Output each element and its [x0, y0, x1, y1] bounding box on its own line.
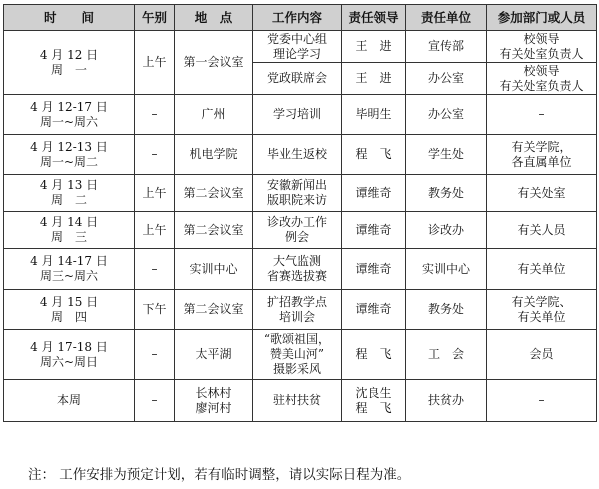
cell-ampm: – — [135, 135, 175, 175]
cell-place — [175, 290, 253, 330]
cell-line: 4 月 15 日 — [39, 294, 99, 309]
cell-line: 第一会议室 — [183, 55, 244, 69]
cell-place — [175, 212, 253, 249]
header-content: 工作内容 — [253, 5, 342, 31]
cell-date — [4, 330, 135, 380]
table-row — [4, 175, 597, 212]
cell-line: 谭维奇 — [355, 302, 392, 316]
cell-content — [253, 380, 342, 422]
cell-line: 王 进 — [355, 71, 392, 85]
cell-date — [4, 175, 135, 212]
cell-line: 有关单位 — [517, 261, 566, 276]
cell-ampm: 下午 — [135, 290, 175, 330]
cell-unit — [406, 249, 487, 290]
cell-unit — [406, 212, 487, 249]
cell-line: 有关处室负责人 — [499, 46, 584, 61]
cell-line: – — [538, 393, 545, 407]
cell-line: 第二会议室 — [183, 302, 244, 316]
cell-ampm: – — [135, 249, 175, 290]
cell-line: 有关单位 — [517, 309, 566, 324]
cell-line: 摄影采风 — [272, 362, 321, 376]
cell-participants — [487, 31, 597, 63]
cell-ampm: – — [135, 330, 175, 380]
cell-ampm: 上午 — [135, 212, 175, 249]
cell-content — [253, 330, 342, 380]
cell-line: 周一~周二 — [39, 154, 99, 169]
cell-leader — [342, 63, 406, 95]
cell-line: 扶贫办 — [427, 393, 464, 407]
cell-line: 有关处室 — [517, 185, 566, 200]
cell-participants — [487, 290, 597, 330]
cell-line: 版职院来访 — [266, 193, 327, 207]
cell-line: 4 月 17-18 日 — [30, 339, 108, 354]
header-row — [4, 5, 597, 31]
cell-content — [253, 249, 342, 290]
cell-line: 周 四 — [50, 309, 87, 324]
cell-line: 会员 — [529, 347, 554, 361]
cell-line: 实训中心 — [189, 261, 238, 276]
cell-content — [253, 290, 342, 330]
cell-line: 4 月 14-17 日 — [30, 254, 108, 268]
cell-leader — [342, 212, 406, 249]
table-row — [4, 330, 597, 380]
cell-line: 周 三 — [50, 230, 87, 244]
cell-line: 例会 — [284, 230, 309, 244]
cell-line: 学生处 — [427, 147, 464, 161]
cell-line: 廖河村 — [195, 400, 232, 415]
cell-line: 太平湖 — [195, 347, 232, 361]
cell-line: 学习培训 — [272, 107, 321, 121]
cell-line: 党委中心组 — [266, 31, 327, 46]
cell-content — [253, 175, 342, 212]
cell-line: 有关处室负责人 — [499, 78, 584, 93]
cell-line: 4 月 12 日 — [39, 47, 99, 62]
cell-place — [175, 135, 253, 175]
table-row — [4, 212, 597, 249]
cell-leader — [342, 330, 406, 380]
cell-line: 周三~周六 — [39, 269, 99, 283]
footnote: 注： 工作安排为预定计划，若有临时调整，请以实际日程为准。 — [28, 467, 411, 483]
header-place: 地 点 — [175, 5, 253, 31]
cell-ampm: – — [135, 380, 175, 422]
table-row — [4, 95, 597, 135]
cell-place — [175, 95, 253, 135]
cell-ampm: 上午 — [135, 175, 175, 212]
table-row — [4, 249, 597, 290]
cell-content — [253, 135, 342, 175]
cell-leader — [342, 175, 406, 212]
cell-line: 办公室 — [427, 71, 464, 85]
cell-leader — [342, 135, 406, 175]
cell-line: 省赛选拔赛 — [266, 269, 327, 283]
cell-line: 广州 — [201, 107, 226, 121]
cell-line: 办公室 — [427, 107, 464, 121]
cell-line: 4 月 12-17 日 — [30, 99, 108, 114]
table-row — [4, 290, 597, 330]
cell-place — [175, 330, 253, 380]
cell-line: 有关学院， — [511, 139, 572, 154]
cell-line: – — [538, 107, 545, 121]
cell-line: 毕明生 — [355, 107, 392, 121]
cell-participants — [487, 95, 597, 135]
cell-line: 周一~周六 — [39, 114, 99, 129]
cell-line: “歌颂祖国， — [263, 332, 331, 346]
cell-line: 周 一 — [50, 62, 87, 77]
cell-line: 理论学习 — [272, 46, 321, 61]
table-body — [4, 31, 597, 422]
cell-place — [175, 175, 253, 212]
cell-unit — [406, 95, 487, 135]
cell-leader — [342, 249, 406, 290]
cell-line: 机电学院 — [189, 147, 238, 161]
cell-line: 第二会议室 — [183, 185, 244, 200]
table-row — [4, 31, 597, 63]
header-leader: 责任领导 — [342, 5, 406, 31]
cell-participants — [487, 249, 597, 290]
cell-line: 安徽新闻出 — [266, 178, 327, 192]
cell-line: 驻村扶贫 — [272, 393, 321, 407]
cell-date — [4, 380, 135, 422]
cell-line: 程 飞 — [355, 347, 392, 361]
cell-participants — [487, 175, 597, 212]
header-ampm: 午别 — [135, 5, 175, 31]
cell-ampm: – — [135, 95, 175, 135]
cell-unit — [406, 63, 487, 95]
header-time: 时 间 — [4, 5, 135, 31]
cell-line: 4 月 14 日 — [39, 215, 99, 229]
cell-line: 有关学院、 — [511, 294, 572, 309]
cell-line: 4 月 12-13 日 — [30, 139, 108, 154]
cell-line: 诊改办工作 — [266, 215, 327, 229]
table-header — [4, 5, 597, 31]
cell-leader — [342, 95, 406, 135]
cell-participants — [487, 212, 597, 249]
cell-line: 沈良生 — [355, 385, 392, 400]
cell-content — [253, 31, 342, 63]
cell-unit — [406, 135, 487, 175]
cell-line: 党政联席会 — [266, 71, 327, 85]
cell-unit — [406, 175, 487, 212]
cell-date — [4, 290, 135, 330]
cell-date — [4, 95, 135, 135]
cell-unit — [406, 290, 487, 330]
cell-line: 校领导 — [523, 63, 560, 78]
cell-place — [175, 31, 253, 95]
cell-line: 长林村 — [195, 385, 232, 400]
cell-line: 工 会 — [427, 347, 464, 361]
cell-line: 各直属单位 — [511, 154, 572, 169]
cell-participants — [487, 330, 597, 380]
cell-line: 周 二 — [50, 193, 87, 207]
cell-line: 王 进 — [355, 39, 392, 53]
cell-line: 本周 — [56, 393, 81, 407]
cell-unit — [406, 31, 487, 63]
cell-place — [175, 249, 253, 290]
cell-line: 毕业生返校 — [266, 147, 327, 161]
cell-date — [4, 31, 135, 95]
cell-unit — [406, 330, 487, 380]
cell-line: 校领导 — [523, 31, 560, 46]
cell-date — [4, 212, 135, 249]
cell-leader — [342, 380, 406, 422]
cell-date — [4, 249, 135, 290]
cell-participants — [487, 135, 597, 175]
table-row — [4, 135, 597, 175]
cell-place — [175, 380, 253, 422]
cell-line: 大气监测 — [272, 254, 321, 268]
cell-line: 谭维奇 — [355, 222, 392, 237]
cell-line: 周六~周日 — [39, 354, 99, 369]
cell-line: 诊改办 — [427, 222, 464, 237]
cell-line: 第二会议室 — [183, 222, 244, 237]
cell-content — [253, 63, 342, 95]
cell-content — [253, 212, 342, 249]
cell-line: 程 飞 — [355, 400, 392, 415]
cell-line: 扩招教学点 — [266, 294, 327, 309]
cell-line: 4 月 13 日 — [39, 178, 99, 192]
cell-line: 宣传部 — [427, 39, 464, 53]
header-unit: 责任单位 — [406, 5, 487, 31]
cell-line: 谭维奇 — [355, 261, 392, 276]
cell-line: 教务处 — [427, 302, 464, 316]
cell-line: 程 飞 — [355, 147, 392, 161]
cell-line: 赞美山河” — [269, 347, 325, 361]
cell-line: 实训中心 — [421, 261, 470, 276]
cell-line: 培训会 — [278, 309, 315, 324]
cell-unit — [406, 380, 487, 422]
cell-ampm: 上午 — [135, 31, 175, 95]
cell-line: 有关人员 — [517, 222, 566, 237]
cell-leader — [342, 290, 406, 330]
cell-date — [4, 135, 135, 175]
table-row — [4, 380, 597, 422]
cell-content — [253, 95, 342, 135]
header-participants: 参加部门或人员 — [487, 5, 597, 31]
cell-line: 谭维奇 — [355, 185, 392, 200]
cell-participants — [487, 63, 597, 95]
schedule-table — [3, 4, 597, 422]
cell-leader — [342, 31, 406, 63]
cell-participants — [487, 380, 597, 422]
cell-line: 教务处 — [427, 185, 464, 200]
